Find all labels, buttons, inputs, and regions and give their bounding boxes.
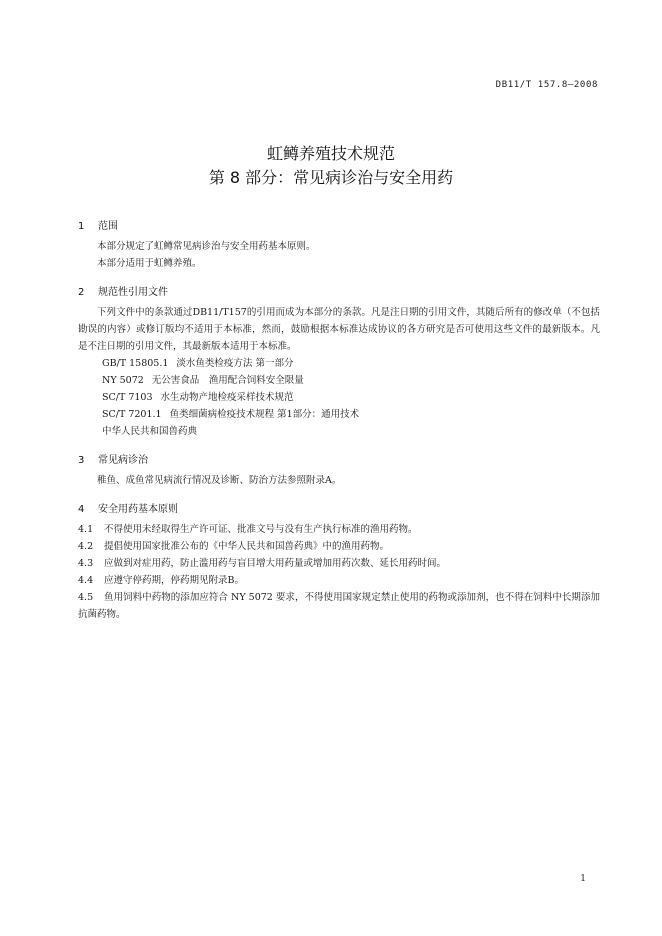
reference-item <box>102 355 600 372</box>
reference-item <box>102 389 600 406</box>
clause-list <box>78 521 600 623</box>
section-heading-normative-references <box>78 284 600 301</box>
clause-text: 鱼用饲料中药物的添加应符合 NY 5072 要求，不得使用国家规定禁止使用的药物或添加剂，也不得在饲料中长期添加抗菌药物。 <box>78 592 600 620</box>
clause-number: 4.1 <box>78 524 94 535</box>
section-title: 规范性引用文件 <box>98 287 168 298</box>
clause-item <box>78 538 600 555</box>
section-number: 1 <box>78 221 85 232</box>
clause-text: 不得使用未经取得生产许可证、批准文号与没有生产执行标准的渔用药物。 <box>104 524 418 535</box>
reference-title: 淡水鱼类检疫方法 第一部分 <box>176 358 294 369</box>
section-title: 常见病诊治 <box>98 455 148 466</box>
reference-title: 水生动物产地检疫采样技术规范 <box>160 392 294 403</box>
paragraph: 本部分适用于虹鳟养殖。 <box>97 258 202 269</box>
clause-number: 4.3 <box>78 558 94 569</box>
clause-text: 提倡使用国家批准公布的《中华人民共和国兽药典》中的渔用药物。 <box>104 541 390 552</box>
clause-item <box>78 555 600 572</box>
reference-item <box>102 372 600 389</box>
reference-title: 无公害食品 渔用配合饲料安全限量 <box>151 375 304 386</box>
section-heading-safe-drug-use <box>78 501 600 518</box>
section-number: 3 <box>78 455 85 466</box>
paragraph: 下列文件中的条款通过DB11/T157的引用而成为本部分的条款。凡是注日期的引用文件，其随后所有的修改单（不包括勘误的内容）或修订版均不适用于本标准，然而，鼓励根据本标准达成协议的各方研究是否可使用这些文件的最新版本。凡是不注日期的引用文件，其最新版本适用于本标准。 <box>78 307 600 352</box>
reference-item <box>102 406 600 423</box>
clause-item <box>78 589 600 623</box>
title-main: 虹鳟养殖技术规范 <box>266 144 395 163</box>
clause-number: 4.5 <box>78 592 94 603</box>
section-title: 安全用药基本原则 <box>98 504 178 515</box>
section-number: 2 <box>78 287 85 298</box>
title-part: 第 8 部分：常见病诊治与安全用药 <box>208 168 454 187</box>
reference-code: SC/T 7201.1 <box>102 409 162 420</box>
document-code: DB11/T 157.8—2008 <box>495 80 598 90</box>
paragraph: 本部分规定了虹鳟常见病诊治与安全用药基本原则。 <box>97 241 316 252</box>
page-number: 1 <box>580 874 586 884</box>
clause-number: 4.4 <box>78 575 94 586</box>
reference-code: GB/T 15805.1 <box>102 358 169 369</box>
section-title: 范围 <box>98 221 118 232</box>
clause-item <box>78 521 600 538</box>
section-heading-scope <box>78 218 600 235</box>
clause-text: 应做到对症用药，防止滥用药与盲目增大用药量或增加用药次数、延长用药时间。 <box>104 558 447 569</box>
reference-code: NY 5072 <box>102 375 144 386</box>
section-heading-common-diseases <box>78 452 600 469</box>
clause-text: 应遵守停药期，停药期见附录B。 <box>104 575 244 586</box>
reference-code: SC/T 7103 <box>102 392 153 403</box>
reference-title: 鱼类细菌病检疫技术规程 第1部分：通用技术 <box>169 409 360 420</box>
paragraph: 稚鱼、成鱼常见病流行情况及诊断、防治方法参照附录A。 <box>97 475 342 486</box>
document-body <box>78 218 600 623</box>
reference-item <box>102 423 600 440</box>
clause-number: 4.2 <box>78 541 94 552</box>
reference-title: 中华人民共和国兽药典 <box>102 426 198 437</box>
section-number: 4 <box>78 504 85 515</box>
document-title <box>0 142 662 190</box>
reference-list <box>78 355 600 440</box>
clause-item <box>78 572 600 589</box>
